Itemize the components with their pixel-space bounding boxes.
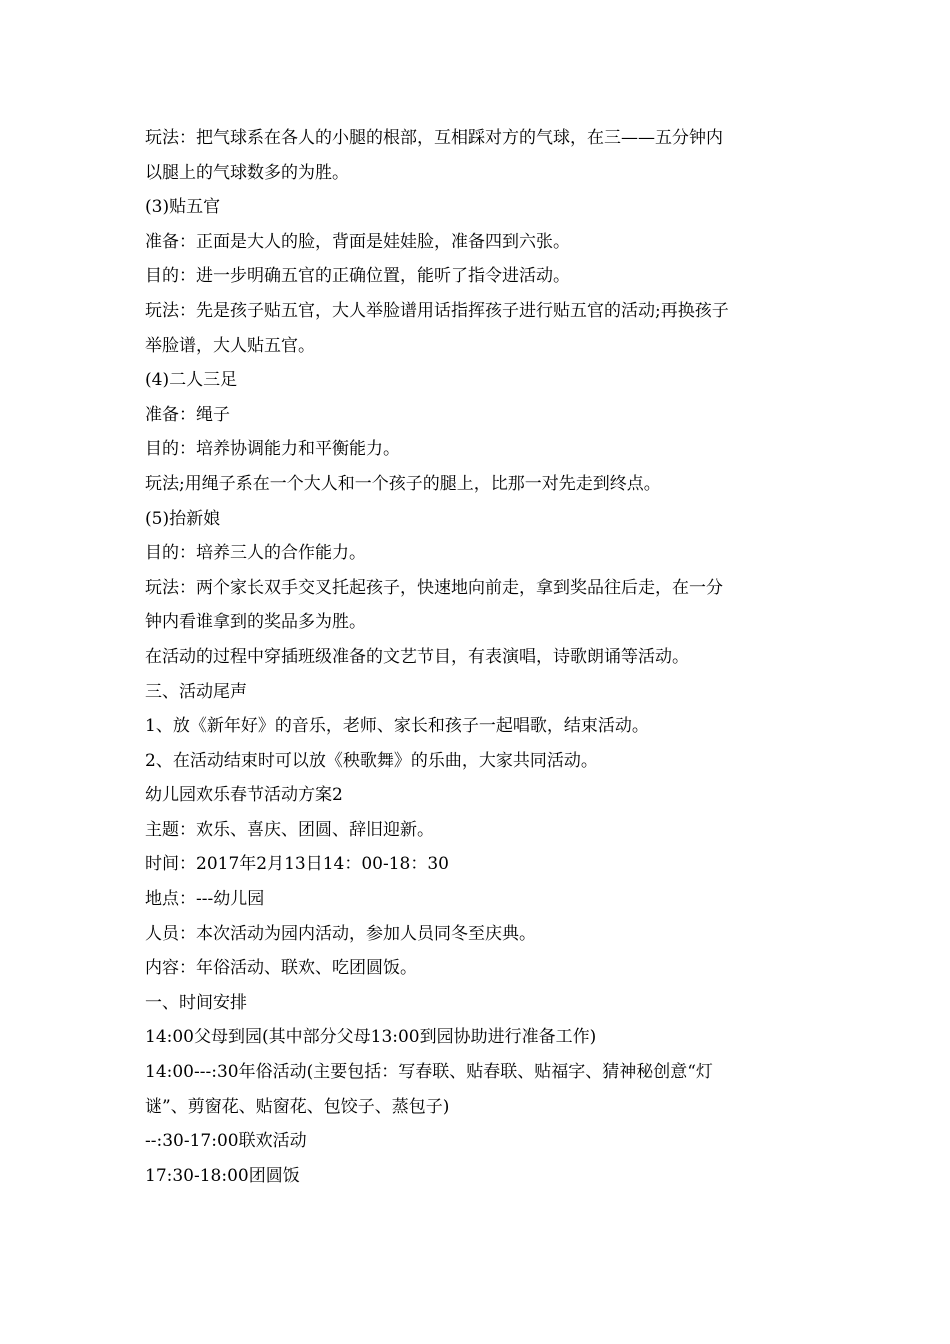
text-line: 目的：培养三人的合作能力。: [145, 543, 366, 564]
section-heading: (5)抬新娘: [145, 508, 221, 529]
text-line: 时间：2017年2月13日14：00-18：30: [145, 854, 449, 875]
text-line: 2、在活动结束时可以放《秧歌舞》的乐曲，大家共同活动。: [145, 750, 598, 771]
text-line: 以腿上的气球数多的为胜。: [145, 162, 349, 183]
text-line: 准备：绳子: [145, 404, 230, 425]
text-line: 玩法;用绳子系在一个大人和一个孩子的腿上，比那一对先走到终点。: [145, 473, 661, 494]
schedule-line: 14:00---:30年俗活动(主要包括：写春联、贴春联、贴福字、猜神秘创意“灯: [145, 1062, 713, 1083]
document-title: 幼儿园欢乐春节活动方案2: [145, 785, 343, 806]
text-line: 玩法：先是孩子贴五官，大人举脸谱用话指挥孩子进行贴五官的活动;再换孩子: [145, 300, 729, 321]
schedule-line: 14:00父母到园(其中部分父母13:00到园协助进行准备工作): [145, 1027, 597, 1048]
schedule-line: --:30-17:00联欢活动: [145, 1131, 307, 1152]
text-line: 1、放《新年好》的音乐，老师、家长和孩子一起唱歌，结束活动。: [145, 716, 649, 737]
text-line: 内容：年俗活动、联欢、吃团圆饭。: [145, 958, 417, 979]
text-line: 玩法：两个家长双手交叉托起孩子，快速地向前走，拿到奖品往后走，在一分: [145, 577, 723, 598]
document-body: [145, 121, 815, 1193]
text-line: 准备：正面是大人的脸，背面是娃娃脸，准备四到六张。: [145, 231, 570, 252]
schedule-line: 谜”、剪窗花、贴窗花、包饺子、蒸包子): [145, 1096, 450, 1117]
text-line: 举脸谱，大人贴五官。: [145, 335, 315, 356]
text-line: 玩法：把气球系在各人的小腿的根部，互相踩对方的气球，在三——五分钟内: [145, 128, 723, 148]
text-line: 主题：欢乐、喜庆、团圆、辞旧迎新。: [145, 819, 434, 840]
section-heading: 三、活动尾声: [145, 681, 247, 702]
section-heading: 一、时间安排: [145, 992, 247, 1013]
text-line: 钟内看谁拿到的奖品多为胜。: [145, 612, 366, 633]
text-line: 人员：本次活动为园内活动，参加人员同冬至庆典。: [145, 923, 536, 944]
text-line: 目的：培养协调能力和平衡能力。: [145, 439, 400, 460]
section-heading: (3)贴五官: [145, 197, 221, 218]
section-heading: (4)二人三足: [145, 370, 238, 391]
schedule-line: 17:30-18:00团圆饭: [145, 1165, 300, 1186]
text-line: 在活动的过程中穿插班级准备的文艺节目，有表演唱，诗歌朗诵等活动。: [145, 646, 689, 667]
text-line: 地点：---幼儿园: [145, 889, 265, 910]
text-line: 目的：进一步明确五官的正确位置，能听了指令进活动。: [145, 266, 570, 287]
